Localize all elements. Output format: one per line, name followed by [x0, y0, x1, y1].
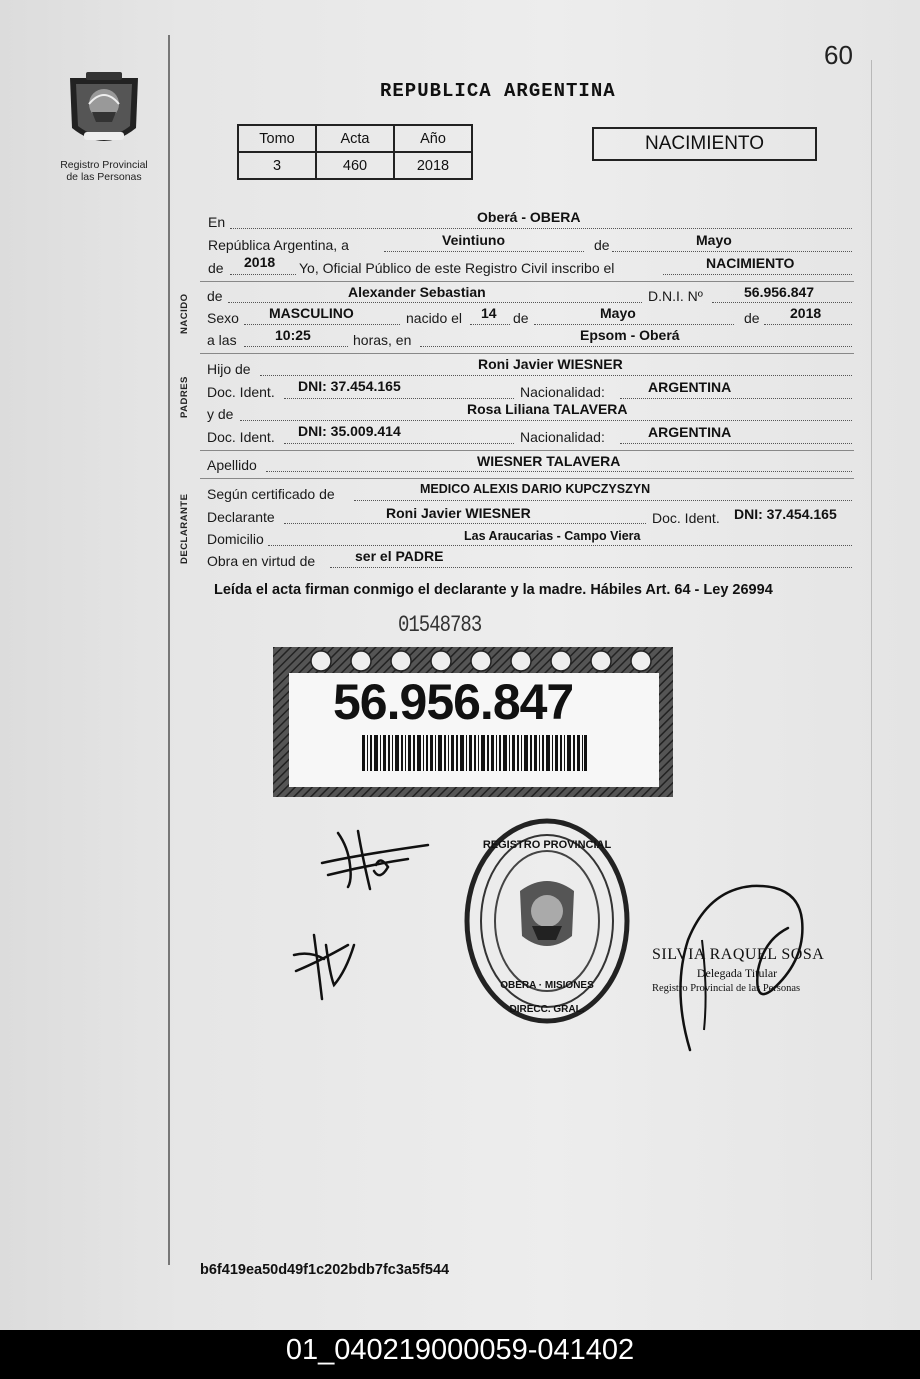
- header-anio: Año: [394, 125, 472, 152]
- dotted-line: [266, 471, 852, 472]
- logo-caption: Registro Provincial de las Personas: [60, 159, 148, 183]
- official-stamp: [462, 816, 632, 1026]
- dotted-line: [330, 567, 852, 568]
- dotted-line: [384, 251, 584, 252]
- official-role: Delegada Titular: [696, 966, 778, 980]
- nacionalidad-label: Nacionalidad:: [520, 384, 605, 400]
- reference-table-values: [238, 152, 472, 179]
- side-label-nacido: NACIDO: [179, 293, 190, 334]
- y-de-label: y de: [207, 406, 234, 422]
- dotted-line: [764, 324, 852, 325]
- de-label: de: [208, 260, 224, 276]
- section-divider: [200, 450, 854, 451]
- header-acta: Acta: [316, 125, 394, 152]
- dotted-line: [244, 346, 348, 347]
- dotted-line: [354, 500, 852, 501]
- nacido-label: nacido el: [406, 310, 463, 326]
- father-nationality-value: ARGENTINA: [648, 379, 732, 395]
- right-margin-line: [871, 60, 872, 1280]
- value-anio: 2018: [394, 152, 472, 179]
- dotted-line: [244, 324, 400, 325]
- dotted-line: [620, 443, 852, 444]
- left-margin-line: [168, 35, 170, 1265]
- mother-signature: [290, 915, 370, 1005]
- dotted-line: [284, 398, 514, 399]
- father-doc-value: DNI: 37.454.165: [298, 378, 401, 394]
- birth-place-value: Epsom - Oberá: [580, 327, 680, 343]
- document-hash: b6f419ea50d49f1c202bdb7fc3a5f544: [200, 1262, 450, 1278]
- act-inscribed-value: NACIMIENTO: [706, 255, 795, 271]
- inscribo-text: Yo, Oficial Público de este Registro Civil inscribo el: [299, 260, 615, 276]
- birth-year-value: 2018: [790, 305, 822, 321]
- dotted-line: [470, 324, 510, 325]
- horas-label: horas, en: [353, 332, 412, 348]
- value-tomo: 3: [238, 152, 316, 179]
- document-title: REPUBLICA ARGENTINA: [380, 80, 616, 102]
- month-value: Mayo: [696, 232, 732, 248]
- section-divider: [200, 353, 854, 354]
- dotted-line: [534, 324, 734, 325]
- dotted-line: [663, 274, 852, 275]
- official-name: SILVIA RAQUEL SOSA: [652, 946, 825, 963]
- closing-text: Leída el acta firman conmigo el declarante y la madre. Hábiles Art. 64 - Ley 26994: [214, 582, 773, 598]
- header-tomo: Tomo: [238, 125, 316, 152]
- en-label: En: [208, 214, 226, 230]
- value-acta: 460: [316, 152, 394, 179]
- father-name-value: Roni Javier WIESNER: [478, 356, 623, 372]
- de-label: de: [513, 310, 529, 326]
- sexo-label: Sexo: [207, 310, 239, 326]
- domicilio-label: Domicilio: [207, 531, 264, 547]
- act-type-box: NACIMIENTO: [592, 127, 817, 161]
- dotted-line: [268, 545, 852, 546]
- year-value: 2018: [244, 254, 276, 270]
- reference-table-header: [238, 125, 472, 152]
- de-label: de: [207, 288, 223, 304]
- file-identifier-bar: 01_040219000059-041402: [0, 1330, 920, 1379]
- dotted-line: [284, 523, 646, 524]
- sex-value: MASCULINO: [269, 305, 354, 321]
- dotted-line: [230, 274, 296, 275]
- dotted-line: [612, 251, 852, 252]
- child-name-value: Alexander Sebastian: [348, 284, 486, 300]
- doc-label: Doc. Ident.: [207, 384, 275, 400]
- mother-doc-value: DNI: 35.009.414: [298, 423, 401, 439]
- a-las-label: a las: [207, 332, 237, 348]
- barcode-icon: [362, 735, 587, 771]
- side-label-padres: PADRES: [179, 376, 190, 418]
- dotted-line: [260, 375, 852, 376]
- dotted-line: [228, 302, 642, 303]
- dotted-line: [230, 228, 852, 229]
- doc-label: Doc. Ident.: [207, 429, 275, 445]
- child-dni-value: 56.956.847: [744, 284, 815, 300]
- registry-logo-icon: [64, 70, 144, 154]
- certificado-label: Según certificado de: [207, 486, 335, 502]
- id-sticker-number: 56.956.847: [333, 674, 574, 730]
- doc-label: Doc. Ident.: [652, 510, 720, 526]
- reference-table: [237, 124, 473, 180]
- place-value: Oberá - OBERA: [477, 209, 581, 225]
- declarant-value: Roni Javier WIESNER: [386, 505, 531, 521]
- birth-day-value: 14: [481, 305, 497, 321]
- declarante-label: Declarante: [207, 509, 275, 525]
- address-value: Las Araucarias - Campo Viera: [464, 529, 641, 543]
- dotted-line: [620, 398, 852, 399]
- stamp-text-middle: OBERA · MISIONES: [500, 980, 594, 991]
- dni-label: D.N.I. Nº: [648, 288, 703, 304]
- declarant-doc-value: DNI: 37.454.165: [734, 506, 837, 522]
- de-label: de: [594, 237, 610, 253]
- virtue-value: ser el PADRE: [355, 548, 444, 564]
- dotted-line: [284, 443, 514, 444]
- section-divider: [200, 281, 854, 282]
- official-block: [652, 946, 824, 994]
- declarant-signature: [318, 825, 433, 895]
- obra-label: Obra en virtud de: [207, 553, 316, 569]
- mother-name-value: Rosa Liliana TALAVERA: [467, 401, 628, 417]
- dotted-line: [240, 420, 852, 421]
- stamp-text-top: REGISTRO PROVINCIAL: [482, 839, 612, 851]
- de-label: de: [744, 310, 760, 326]
- certificate-value: MEDICO ALEXIS DARIO KUPCZYSZYN: [420, 482, 651, 496]
- day-words-value: Veintiuno: [442, 232, 505, 248]
- dotted-line: [712, 302, 852, 303]
- birth-month-value: Mayo: [600, 305, 636, 321]
- serial-number: 01548783: [398, 612, 482, 639]
- mother-nationality-value: ARGENTINA: [648, 424, 732, 440]
- section-divider: [200, 478, 854, 479]
- dotted-line: [420, 346, 852, 347]
- nacionalidad-label: Nacionalidad:: [520, 429, 605, 445]
- page-number: 60: [824, 40, 853, 70]
- apellido-label: Apellido: [207, 457, 257, 473]
- side-label-declarante: DECLARANTE: [179, 493, 190, 564]
- birth-time-value: 10:25: [275, 327, 311, 343]
- republica-label: República Argentina, a: [208, 237, 349, 253]
- hijo-label: Hijo de: [207, 361, 251, 377]
- stamp-text-bottom: DIRECC. GRAL.: [509, 1004, 585, 1015]
- surname-value: WIESNER TALAVERA: [477, 453, 621, 469]
- official-organization: Registro Provincial de las Personas: [652, 983, 801, 994]
